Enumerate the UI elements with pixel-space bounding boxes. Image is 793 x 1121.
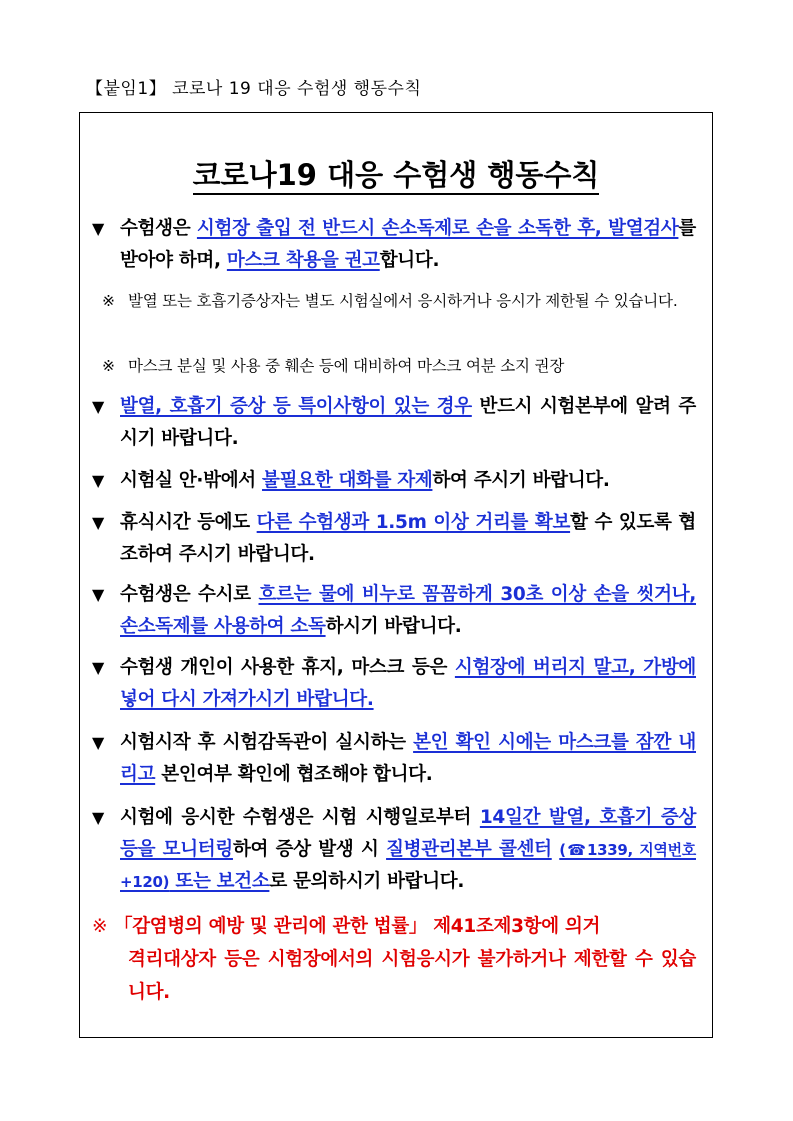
triangle-bullet-icon: ▼ bbox=[92, 658, 105, 677]
attachment-label: 【붙임1】 코로나 19 대응 수험생 행동수칙 bbox=[86, 79, 422, 99]
legal-notice: ※ 「감염병의 예방 및 관리에 관한 법률」 제41조제3항에 의거 격리대상자 등은 시험장에서의 시험응시가 불가하거나 제한할 수 있습니다. bbox=[92, 910, 696, 1009]
triangle-bullet-icon: ▼ bbox=[92, 733, 105, 752]
triangle-bullet-icon: ▼ bbox=[92, 471, 105, 490]
note-item: ※ 발열 또는 호흡기증상자는 별도 시험실에서 응시하거나 응시가 제한될 수 있습니다. bbox=[102, 286, 696, 316]
note-item: ※ 마스크 분실 및 사용 중 훼손 등에 대비하여 마스크 여분 소지 권장 bbox=[102, 351, 696, 381]
page-title: 코로나19 대응 수험생 행동수칙 bbox=[80, 153, 712, 194]
triangle-bullet-icon: ▼ bbox=[92, 513, 105, 532]
guidelines-box bbox=[79, 112, 713, 1038]
reference-mark-icon: ※ bbox=[102, 292, 115, 310]
reference-mark-icon: ※ bbox=[102, 357, 115, 375]
triangle-bullet-icon: ▼ bbox=[92, 585, 105, 604]
guideline-item: ▼ 수험생은 시험장 출입 전 반드시 손소독제로 손을 소독한 후, 발열검사를 받아야 하며, 마스크 착용을 권고합니다. bbox=[92, 213, 696, 277]
triangle-bullet-icon: ▼ bbox=[92, 808, 105, 827]
guideline-item: ▼ 시험실 안·밖에서 불필요한 대화를 자제하여 주시기 바랍니다. bbox=[92, 465, 696, 497]
triangle-bullet-icon: ▼ bbox=[92, 397, 105, 416]
guideline-item: ▼ 시험에 응시한 수험생은 시험 시행일로부터 14일간 발열, 호흡기 증상 등을 모니터링하여 증상 발생 시 질병관리본부 콜센터 (☎1339, 지역번호+120) 또는 보건소로 문의하시기 바랍니다. bbox=[92, 802, 696, 898]
guideline-item: ▼ 수험생은 수시로 흐르는 물에 비누로 꼼꼼하게 30초 이상 손을 씻거나, 손소독제를 사용하여 소독하시기 바랍니다. bbox=[92, 579, 696, 643]
reference-mark-icon: ※ bbox=[92, 916, 108, 937]
triangle-bullet-icon: ▼ bbox=[92, 219, 105, 238]
guideline-item: ▼ 휴식시간 등에도 다른 수험생과 1.5m 이상 거리를 확보할 수 있도록 협조하여 주시기 바랍니다. bbox=[92, 507, 696, 571]
guideline-item: ▼ 발열, 호흡기 증상 등 특이사항이 있는 경우 반드시 시험본부에 알려 주시기 바랍니다. bbox=[92, 391, 696, 455]
guideline-item: ▼ 시험시작 후 시험감독관이 실시하는 본인 확인 시에는 마스크를 잠깐 내리고 본인여부 확인에 협조해야 합니다. bbox=[92, 727, 696, 791]
guideline-item: ▼ 수험생 개인이 사용한 휴지, 마스크 등은 시험장에 버리지 말고, 가방에 넣어 다시 가져가시기 바랍니다. bbox=[92, 652, 696, 716]
